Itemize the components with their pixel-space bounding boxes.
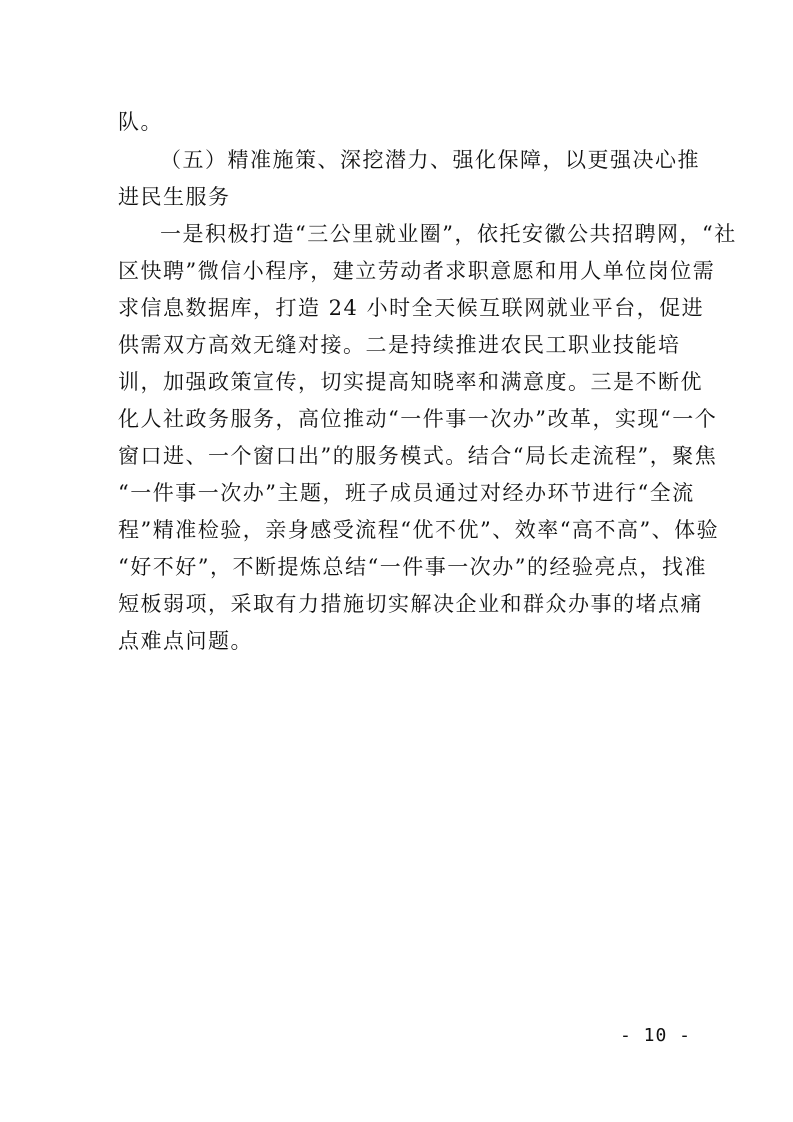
paragraph-line: 供需双方高效无缝对接。二是持续推进农民工职业技能培 — [118, 333, 681, 357]
page-number: - 10 - — [620, 1025, 692, 1046]
paragraph-line: 化人社政务服务，高位推动“一件事一次办”改革，实现“一个 — [118, 407, 718, 431]
paragraph-line: 点难点问题。 — [118, 629, 253, 653]
paragraph-line: 求信息数据库，打造 24 小时全天候互联网就业平台，促进 — [118, 296, 705, 320]
section-heading-continued: 进民生服务 — [118, 185, 231, 209]
paragraph-line: 一是积极打造“三公里就业圈”，依托安徽公共招聘网，“社 — [160, 222, 737, 246]
paragraph-line: 区快聘”微信小程序，建立劳动者求职意愿和用人单位岗位需 — [118, 259, 716, 283]
section-heading: （五）精准施策、深挖潜力、强化保障，以更强决心推 — [160, 148, 700, 172]
paragraph-line: “一件事一次办”主题，班子成员通过对经办环节进行“全流 — [118, 481, 695, 505]
paragraph-line: 程”精准检验，亲身感受流程“优不优”、效率“高不高”、体验 — [118, 518, 720, 542]
paragraph-line: 窗口进、一个窗口出”的服务模式。结合“局长走流程”，聚焦 — [118, 444, 718, 468]
text-line: 队。 — [118, 110, 163, 134]
paragraph-line: 训，加强政策宣传，切实提高知晓率和满意度。三是不断优 — [118, 370, 703, 394]
paragraph-line: “好不好”，不断提炼总结“一件事一次办”的经验亮点，找准 — [118, 555, 707, 579]
paragraph-line: 短板弱项，采取有力措施切实解决企业和群众办事的堵点痛 — [118, 592, 703, 616]
